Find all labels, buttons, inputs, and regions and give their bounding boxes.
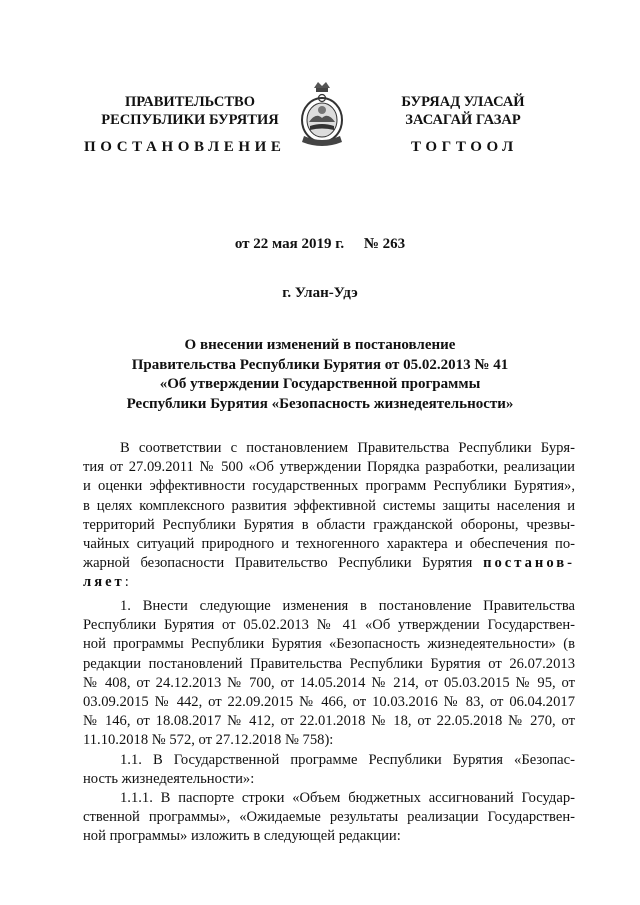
amend-line-1: 1. Внести следующие изменения в постановление Правительства [120, 598, 575, 614]
header-left-line-2: РЕСПУБЛИКИ БУРЯТИЯ [101, 112, 279, 128]
amend-line-7: № 146, от 18.08.2017 № 412, от 22.01.2018 № 18, от 22.05.2018 № 270, от [83, 713, 575, 730]
amend-line-9: 1.1. В Государственной программе Республики Бурятия «Безопас- [120, 751, 575, 768]
preamble-line-7-text: жарной безопасности Правительство Республики Бурятия [83, 555, 473, 572]
title-line-1: О внесении изменений в постановление [184, 337, 456, 353]
paragraph-preamble [83, 439, 575, 593]
preamble-tail: : [124, 574, 129, 591]
header-left-line-1: ПРАВИТЕЛЬСТВО [125, 94, 255, 110]
paragraph-amendments [83, 597, 575, 846]
document-title [60, 336, 580, 414]
document-date: от 22 мая 2019 г. [234, 236, 345, 252]
city: г. Улан-Удэ [282, 285, 358, 301]
date-number-line [0, 236, 640, 253]
document-number: № 263 [363, 236, 406, 252]
title-line-2: Правительства Республики Бурятия от 05.02.2013 № 41 [131, 356, 509, 373]
preamble-line-6: чайных ситуаций природного и техногенного характера и обеспечения по- [83, 535, 575, 552]
preamble-line-4: в целях комплексного развития эффективной системы защиты населения и [83, 497, 575, 514]
amend-line-4: редакции постановлений Правительства Республики Бурятия от 26.07.2013 [83, 655, 575, 672]
header-right-line-2: ЗАСАГАЙ ГАЗАР [405, 112, 521, 128]
preamble-line-5: территорий Республики Бурятия в области гражданской обороны, чрезвы- [83, 516, 575, 533]
preamble-line-3: и оценки эффективности государственных программ Республики Бурятия», [83, 478, 575, 495]
header-right-line-1: БУРЯАД УЛАСАЙ [401, 94, 525, 110]
preamble-line-8 [83, 573, 575, 592]
title-line-4: Республики Бурятия «Безопасность жизнедеятельности» [126, 395, 514, 412]
doc-type-right: ТОГТООЛ [411, 139, 518, 155]
bur-coat-of-arms-icon [296, 78, 348, 150]
amend-line-13: ной программы» изложить в следующей редакции: [83, 828, 401, 845]
amend-line-3: ной программы Республики Бурятия «Безопасность жизнедеятельности» (в [83, 636, 575, 653]
doc-type-left: ПОСТАНОВЛЕНИЕ [84, 139, 286, 155]
preamble-line-2: тия от 27.09.2011 № 500 «Об утверждении Порядка разработки, реализации [83, 459, 575, 476]
header-right-authority [378, 93, 548, 129]
title-line-3: «Об утверждении Государственной программы [159, 376, 481, 392]
amend-line-12: ственной программы», «Ожидаемые результаты реализации Государствен- [83, 809, 575, 826]
amend-line-5: № 408, от 24.12.2013 № 700, от 14.05.2014 № 214, от 05.03.2015 № 95, от [83, 674, 575, 691]
amend-line-2: Республики Бурятия от 05.02.2013 № 41 «Об утверждении Государствен- [83, 617, 575, 634]
spaced-word-b: ляет [83, 574, 125, 591]
amend-line-6: 03.09.2015 № 442, от 22.09.2015 № 466, от 10.03.2016 № 83, от 06.04.2017 [83, 693, 575, 710]
header-left-authority [95, 93, 285, 129]
amend-line-10: ность жизнедеятельности»: [83, 770, 255, 787]
preamble-line-7 [83, 554, 575, 573]
amend-line-11: 1.1.1. В паспорте строки «Объем бюджетных ассигнований Государ- [120, 789, 575, 806]
amend-line-8: 11.10.2018 № 572, от 27.12.2018 № 758): [83, 732, 334, 749]
preamble-line-1: В соответствии с постановлением Правительства Республики Буря- [120, 440, 575, 456]
spaced-word-a: постанов- [483, 555, 575, 572]
